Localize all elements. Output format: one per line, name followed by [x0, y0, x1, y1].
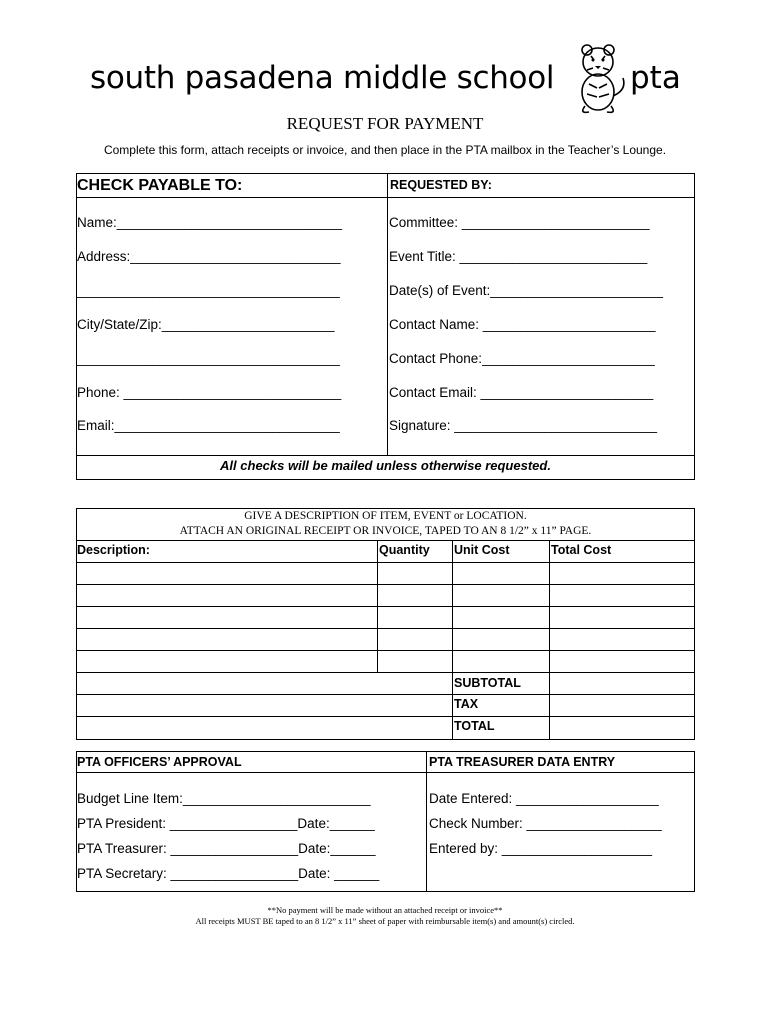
payee-email-field[interactable]: Email:______________________________ [77, 418, 340, 433]
col-description-header: Description: [77, 543, 150, 557]
committee-field[interactable]: Committee: _________________________ [389, 215, 650, 230]
pta-president-field[interactable]: PTA President: _________________Date:______ [77, 816, 375, 831]
form-instructions: Complete this form, attach receipts or invoice, and then place in the PTA mailbox in the Teacher’s Lounge. [103, 143, 667, 157]
check-number-field[interactable]: Check Number: __________________ [429, 816, 662, 831]
check-payable-heading: CHECK PAYABLE TO: [77, 177, 243, 194]
items-instruction-2: ATTACH AN ORIGINAL RECEIPT OR INVOICE, TAPED TO AN 8 1/2” x 11” PAGE. [179, 525, 592, 537]
school-name: south pasadena middle school [90, 60, 555, 96]
payee-city-field[interactable]: City/State/Zip:_______________________ [77, 317, 335, 332]
payee-phone-field[interactable]: Phone: _____________________________ [77, 385, 342, 400]
tiger-mascot-icon [565, 40, 630, 115]
requested-by-heading: REQUESTED BY: [390, 178, 492, 192]
officers-approval-heading: PTA OFFICERS’ APPROVAL [77, 755, 242, 769]
event-title-field[interactable]: Event Title: _________________________ [389, 249, 648, 264]
footer-note-2: All receipts MUST BE taped to an 8 1/2” x 11” sheet of paper with reimbursable item(s) and amount(s) circled. [195, 916, 575, 926]
col-unit-cost-header: Unit Cost [454, 543, 510, 557]
footer-note-1: **No payment will be made without an attached receipt or invoice** [267, 905, 503, 915]
date-entered-field[interactable]: Date Entered: ___________________ [429, 791, 659, 806]
contact-name-field[interactable]: Contact Name: _______________________ [389, 317, 656, 332]
table-row[interactable] [76, 650, 695, 673]
table-row[interactable] [76, 628, 695, 651]
payee-city-line2-field[interactable]: ___________________________________ [77, 351, 340, 366]
table-row[interactable] [76, 694, 695, 717]
table-row[interactable] [76, 672, 695, 695]
table-row[interactable] [76, 716, 695, 739]
total-label: TOTAL [454, 719, 495, 733]
contact-phone-field[interactable]: Contact Phone:_______________________ [389, 351, 655, 366]
signature-field[interactable]: Signature: ___________________________ [389, 418, 658, 433]
col-total-cost-header: Total Cost [551, 543, 612, 557]
mail-note: All checks will be mailed unless otherwise requested. [220, 458, 551, 473]
subtotal-label: SUBTOTAL [454, 676, 521, 690]
payee-address-line2-field[interactable]: ___________________________________ [77, 283, 340, 298]
treasurer-data-entry-heading: PTA TREASURER DATA ENTRY [429, 755, 616, 769]
pta-secretary-field[interactable]: PTA Secretary: _________________Date: ______ [77, 866, 380, 881]
items-instruction-1: GIVE A DESCRIPTION OF ITEM, EVENT or LOCATION. [244, 510, 527, 522]
tax-label: TAX [454, 697, 479, 711]
table-row[interactable] [76, 584, 695, 607]
event-dates-field[interactable]: Date(s) of Event:_______________________ [389, 283, 663, 298]
entered-by-field[interactable]: Entered by: ____________________ [429, 841, 652, 856]
pta-treasurer-field[interactable]: PTA Treasurer: _________________Date:______ [77, 841, 376, 856]
payee-name-field[interactable]: Name:______________________________ [77, 215, 343, 230]
col-quantity-header: Quantity [379, 543, 430, 557]
budget-line-field[interactable]: Budget Line Item:_________________________ [77, 791, 371, 806]
form-title: REQUEST FOR PAYMENT [286, 114, 484, 133]
table-row[interactable] [76, 606, 695, 629]
pta-logo-text: pta [630, 60, 681, 96]
contact-email-field[interactable]: Contact Email: _______________________ [389, 385, 654, 400]
payee-address-field[interactable]: Address:____________________________ [77, 249, 341, 264]
table-row[interactable] [76, 562, 695, 585]
